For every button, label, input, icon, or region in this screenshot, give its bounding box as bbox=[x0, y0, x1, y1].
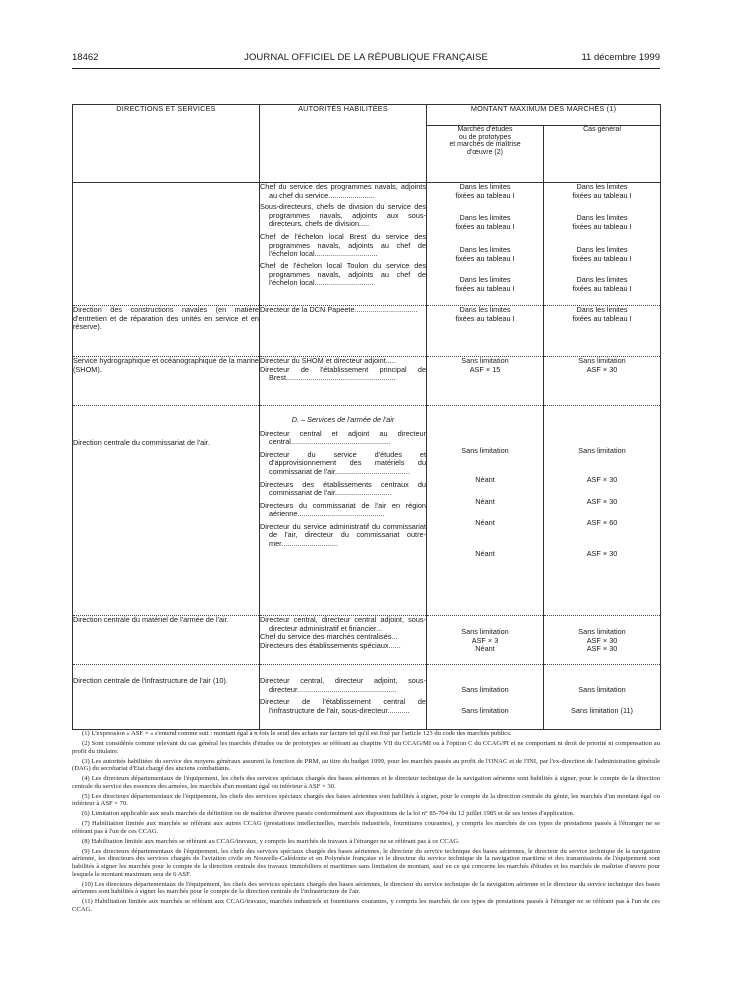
header-line: Marchés d'études bbox=[457, 126, 513, 133]
directions-cell: Direction des constructions navales (en matière d'entretien et de réparation des unités en service et en réserve). bbox=[73, 306, 260, 357]
value bbox=[427, 276, 543, 293]
value-line: Sans limitation bbox=[578, 356, 626, 365]
footnote: (7) Habilitation limitée aux marchés se référant aux autres CCAG (prestations intellectuelles, marchés industriels, fournitures courantes), y compris les marchés de ces types de prestations passés à l'étranger ne se référant pas à l'un de ces CCAG. bbox=[72, 820, 660, 835]
etudes-cell bbox=[427, 616, 544, 665]
value-line: Dans les limites bbox=[576, 245, 628, 254]
value-line: ASF × 30 bbox=[586, 644, 618, 654]
value-line: Sans limitation bbox=[461, 446, 509, 455]
value-line: fixées au tableau I bbox=[455, 313, 515, 323]
value-line: Néant bbox=[475, 475, 495, 484]
authority-entry: Sous-directeurs, chefs de division du service des programmes navals, adjoints aux sous-directeurs, chefs de division..... bbox=[260, 202, 426, 229]
value bbox=[427, 214, 543, 246]
footnotes bbox=[72, 730, 660, 916]
autorites-cell bbox=[260, 306, 427, 357]
footnote: (8) Habilitation limitée aux marchés se référant au CCAG/travaux, y compris les marchés de travaux à l'étranger ne se référant pas à ce CCAG. bbox=[82, 837, 460, 845]
footnote: (1) L'expression « ASF × » s'entend comme suit : montant égal à n fois le seuil des achats sur facture tel qu'il est fixé par l'article 123 du code des marchés publics. bbox=[82, 730, 512, 737]
value-line: fixées au tableau I bbox=[455, 253, 515, 263]
general-cell bbox=[544, 357, 661, 406]
header-line: et marchés de maîtrise bbox=[449, 141, 521, 149]
authority-entry: Chef de l'échelon local Toulon du service des programmes navals, adjoints au chef de l'échelon local............................. bbox=[260, 261, 426, 288]
value-line: ASF × 30 bbox=[586, 497, 618, 506]
directions-cell: Direction centrale du matériel de l'armée de l'air. bbox=[73, 616, 260, 665]
journal-title: JOURNAL OFFICIEL DE LA RÉPUBLIQUE FRANÇAISE bbox=[244, 52, 488, 63]
authority-entry: Directeurs des établissements spéciaux...... bbox=[260, 640, 401, 650]
value-line: ASF × 30 bbox=[586, 364, 618, 374]
value-line: Dans les limites bbox=[459, 275, 511, 284]
directions-cell bbox=[73, 183, 260, 306]
footnote: (4) Les directeurs départementaux de l'équipement, les chefs des services spéciaux chargés des bases aériennes et le directeur technique de la navigation aérienne sont habilités à signer, pour le compte de la direction centrale du service des essences des armées, les marchés d'un montant égal ou inférieur à ASF × 30. bbox=[72, 775, 660, 790]
directions-cell: Direction centrale de l'infrastructure de l'air (10). bbox=[73, 665, 260, 730]
header-line: ou de prototypes bbox=[458, 133, 512, 141]
value-line: fixées au tableau I bbox=[572, 221, 632, 231]
authority-entry: Directeur central, directeur central adjoint, sous-directeur administratif et financier... bbox=[260, 615, 426, 633]
general-cell bbox=[544, 665, 661, 730]
value-line: Sans limitation bbox=[578, 685, 626, 694]
authority-entry: Directeur du service d'études et d'approvisionnement des matériels du commissariat de l'air..................................... bbox=[260, 449, 426, 476]
authority-entry: Directeurs des établissements centraux du commissariat de l'air............................ bbox=[260, 479, 426, 498]
autorites-cell bbox=[260, 665, 427, 730]
table-row bbox=[73, 183, 661, 306]
value-line: ASF × 60 bbox=[586, 518, 618, 527]
value bbox=[427, 246, 543, 276]
issue-date: 11 décembre 1999 bbox=[581, 52, 660, 63]
value-line: Néant bbox=[475, 644, 495, 654]
value-line: Dans les limites bbox=[576, 182, 628, 191]
footnote: (5) Les directeurs départementaux de l'équipement, les chefs des services spéciaux chargés des bases aériennes sont habilités à signer, pour le compte de la direction centrale du génie, les marchés d'un montant égal ou inférieur à ASF × 70. bbox=[72, 792, 660, 808]
value bbox=[544, 246, 660, 276]
value-line: Dans les limites bbox=[459, 245, 511, 254]
value-line: ASF × 30 bbox=[586, 475, 618, 484]
etudes-cell bbox=[427, 665, 544, 730]
value-line: ASF × 15 bbox=[469, 364, 501, 374]
section-subheading: D. – Services de l'armée de l'air bbox=[291, 415, 395, 424]
value-line: fixées au tableau I bbox=[455, 283, 515, 293]
autorites-cell bbox=[260, 183, 427, 306]
directions-cell: Direction centrale du commissariat de l'air. bbox=[73, 406, 260, 616]
authorities-table bbox=[72, 104, 661, 730]
value-line: Dans les limites bbox=[576, 275, 628, 284]
value-line: fixées au tableau I bbox=[455, 221, 515, 231]
value-line: fixées au tableau I bbox=[572, 283, 632, 293]
directions-cell: Service hydrographique et océanographique de la marine (SHOM). bbox=[73, 357, 260, 406]
column-header-directions: DIRECTIONS ET SERVICES bbox=[73, 105, 260, 183]
footnote: (9) Les directeurs départementaux de l'équipement, les chefs des services spéciaux chargés des bases aériennes, le directeur du service technique des bases aériennes, le directeur du service technique de la navigation aérienne, les directeurs des services chargés de l'aviation civile en Nouvelle-Calédonie et en Polynésie française et le directeur du service technique de la navigation maritime et des transmissions de l'équipement sont habilités à signer les marchés pour le compte de la direction centrale des travaux immobiliers et maritimes sans limitation de montant, sauf en ce qui concerne les marchés d'études et les marchés de maîtrise d'œuvre pour lesquels le montant maximum sera de 6 ASF. bbox=[72, 847, 660, 878]
header-line: d'œuvre (2) bbox=[467, 148, 503, 156]
authority-entry: Directeur de l'établissement central de l'infrastructure de l'air, sous-directeur........... bbox=[260, 697, 426, 715]
page-number: 18462 bbox=[72, 52, 99, 63]
page-header bbox=[72, 52, 660, 66]
authority-entry: Chef du service des marchés centralisés... bbox=[260, 632, 398, 642]
footnote: (10) Les directeurs départementaux de l'équipement, les chefs des services spéciaux chargés des bases aériennes, le directeur du service technique de la navigation aérienne et le directeur du service technique des bases aériennes sont habilités à signer les marchés pour le compte de la direction centrale de l'infrastructure de l'air. bbox=[72, 880, 660, 896]
value-line: ASF × 30 bbox=[586, 635, 618, 645]
column-header-montant: MONTANT MAXIMUM DES MARCHÉS (1) bbox=[427, 105, 661, 126]
footnote: (2) Sont considérés comme relevant du cas général les marchés d'études ou de prototypes se référant au chapitre VII du CCAG/MI ou à l'option C du CCAG/PI et ne comportant ni droit de priorité ni compensation au profit du titulaire. bbox=[72, 739, 660, 755]
etudes-cell bbox=[427, 183, 544, 306]
footnote: (3) Les autorités habilitées du service des moyens généraux assurent la fonction de PRM, au titre du budget 1999, pour les marchés passés au profit de l'ONAC et de l'INI, par l'ex-direction de l'administration générale (DAG) du secrétariat d'Etat chargé des anciens combattants. bbox=[72, 757, 660, 773]
value-line: Dans les limites bbox=[459, 213, 511, 222]
value-line: Dans les limites bbox=[459, 305, 511, 314]
table-row bbox=[73, 616, 661, 665]
etudes-cell bbox=[427, 406, 544, 616]
value-line: Néant bbox=[475, 549, 495, 558]
general-cell bbox=[544, 306, 661, 357]
authority-entry: Chef de l'échelon local Brest du service des programmes navals, adjoints au chef de l'échelon local............................... bbox=[260, 232, 426, 259]
header-line: Cas général bbox=[583, 126, 621, 133]
authority-entry: Directeurs du commissariat de l'air en région aérienne........................................... bbox=[260, 500, 426, 519]
autorites-cell bbox=[260, 406, 427, 616]
value-line: Néant bbox=[475, 518, 495, 527]
table-row bbox=[73, 665, 661, 730]
value-line: Sans limitation bbox=[461, 627, 509, 636]
footnote: (6) Limitation applicable aux seuls marchés de définition ou de maîtrise d'œuvre passés conformément aux dispositions de la loi n° 85-704 du 12 juillet 1985 et de ses textes d'application. bbox=[82, 810, 575, 818]
table-row bbox=[73, 357, 661, 406]
authority-entry: Directeur de la DCN Papeete............................... bbox=[260, 305, 418, 314]
table-row bbox=[73, 306, 661, 357]
value-line: Sans limitation bbox=[578, 627, 626, 636]
value-line: Sans limitation bbox=[461, 685, 509, 694]
value-line: Sans limitation (11) bbox=[571, 706, 633, 715]
value-line: fixées au tableau I bbox=[455, 190, 515, 200]
value-line: ASF × 30 bbox=[586, 549, 618, 558]
footnote: (11) Habilitation limitée aux marchés se référant aux CCAG/travaux, marchés industriels et fournitures courantes, y compris les marchés de ces types de prestations passés à l'étranger ne se référant pas à l'un de ces CCAG. bbox=[72, 898, 660, 913]
value-line: Sans limitation bbox=[578, 446, 626, 455]
value-line: ASF × 3 bbox=[471, 635, 499, 645]
authority-entry: Directeur central, directeur adjoint, sous-directeur................................................. bbox=[260, 676, 426, 694]
value-line: Dans les limites bbox=[576, 213, 628, 222]
value-line: Sans limitation bbox=[461, 356, 509, 365]
value-line: fixées au tableau I bbox=[572, 253, 632, 263]
value bbox=[544, 183, 660, 214]
authority-entry: Directeur du SHOM et directeur adjoint..... bbox=[260, 356, 396, 365]
value-line: fixées au tableau I bbox=[572, 190, 632, 200]
value-line: Dans les limites bbox=[576, 305, 628, 314]
value bbox=[427, 183, 543, 214]
header-rule bbox=[72, 68, 660, 69]
authority-entry: Directeur de l'établissement principal de Brest...................................................... bbox=[260, 364, 426, 383]
authority-entry: Directeur du service administratif du commissariat de l'air, directeur du commissariat outre-mer............................ bbox=[260, 521, 426, 548]
value bbox=[544, 214, 660, 246]
value-line: Sans limitation bbox=[461, 706, 509, 715]
value bbox=[544, 276, 660, 293]
autorites-cell bbox=[260, 357, 427, 406]
autorites-cell bbox=[260, 616, 427, 665]
value-line: fixées au tableau I bbox=[572, 313, 632, 323]
column-header-etudes bbox=[427, 126, 544, 183]
column-header-autorites: AUTORITÉS HABILITÉES bbox=[260, 105, 427, 183]
authority-entry: Directeur central et adjoint au directeur central................................................. bbox=[260, 428, 426, 447]
general-cell bbox=[544, 406, 661, 616]
etudes-cell bbox=[427, 357, 544, 406]
general-cell bbox=[544, 616, 661, 665]
value-line: Néant bbox=[475, 497, 495, 506]
etudes-cell bbox=[427, 306, 544, 357]
authority-entry: Chef du service des programmes navals, adjoints au chef du service....................... bbox=[260, 182, 426, 200]
table-row bbox=[73, 406, 661, 616]
general-cell bbox=[544, 183, 661, 306]
column-header-general bbox=[544, 126, 661, 183]
value-line: Dans les limites bbox=[459, 182, 511, 191]
